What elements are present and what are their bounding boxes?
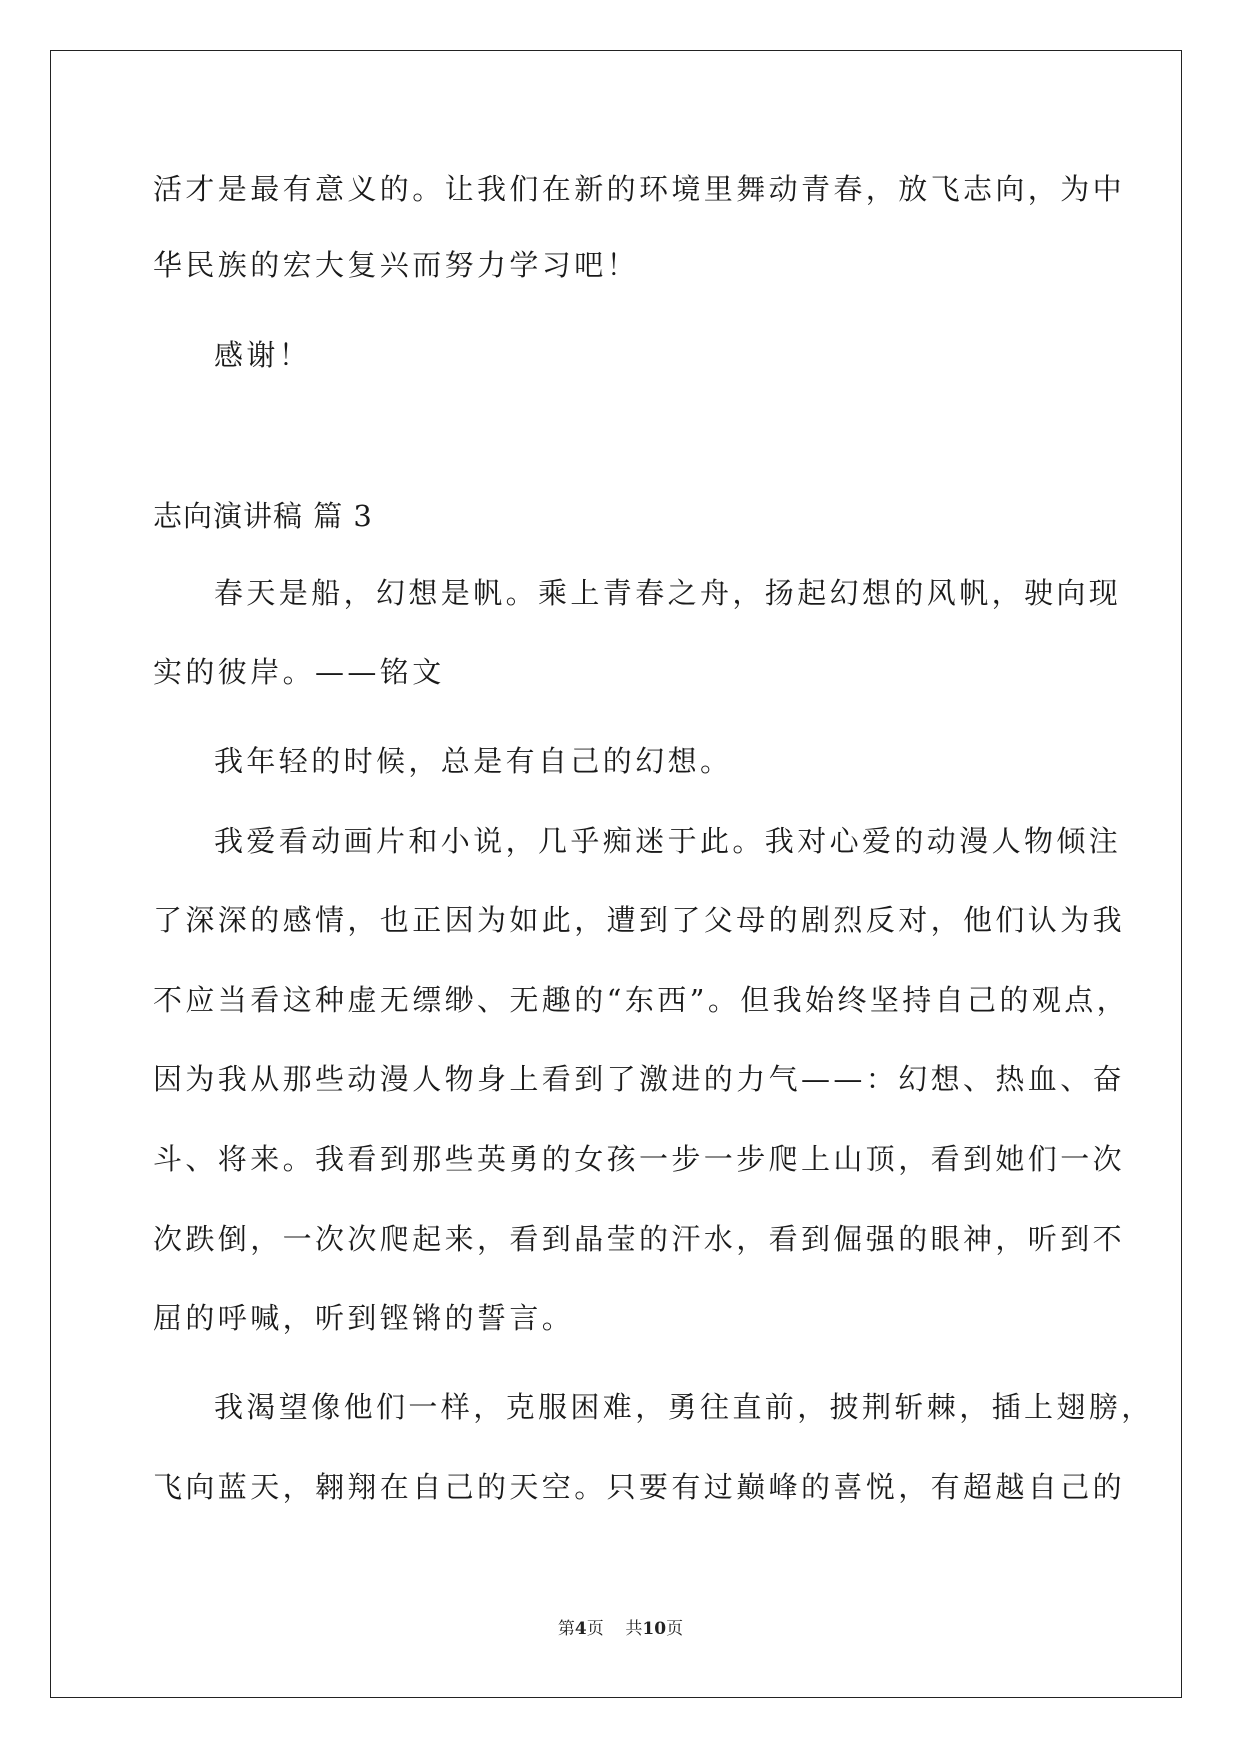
body-line: 华民族的宏大复兴而努力学习吧！ <box>153 248 640 282</box>
section-heading: 志向演讲稿 篇 3 <box>153 499 373 533</box>
page-footer <box>0 1617 1241 1641</box>
body-line: 因为我从那些动漫人物身上看到了激进的力气——：幻想、热血、奋 <box>153 1062 1126 1096</box>
page-prefix: 第 <box>557 1619 575 1639</box>
total-prefix: 共 <box>625 1619 643 1639</box>
body-line: 感谢！ <box>214 338 312 372</box>
page-unit: 页 <box>586 1619 604 1639</box>
page-current: 4 <box>574 1619 587 1639</box>
page-border <box>50 50 1182 1698</box>
body-line: 屈的呼喊，听到铿锵的誓言。 <box>153 1301 575 1335</box>
body-line: 春天是船，幻想是帆。乘上青春之舟，扬起幻想的风帆，驶向现 <box>214 576 1122 610</box>
body-line: 我渴望像他们一样，克服困难，勇往直前，披荆斩棘，插上翅膀， <box>214 1390 1154 1424</box>
body-line: 实的彼岸。——铭文 <box>153 655 445 689</box>
body-line: 飞向蓝天，翱翔在自己的天空。只要有过巅峰的喜悦，有超越自己的 <box>153 1470 1126 1504</box>
body-line: 不应当看这种虚无缥缈、无趣的“东西”。但我始终坚持自己的观点， <box>153 983 1130 1017</box>
body-line: 次跌倒，一次次爬起来，看到晶莹的汗水，看到倔强的眼神，听到不 <box>153 1222 1126 1256</box>
body-line: 活才是最有意义的。让我们在新的环境里舞动青春，放飞志向，为中 <box>153 172 1126 206</box>
page-total: 10 <box>642 1619 667 1639</box>
total-unit: 页 <box>666 1619 684 1639</box>
body-line: 我年轻的时候，总是有自己的幻想。 <box>214 744 733 778</box>
body-line: 了深深的感情，也正因为如此，遭到了父母的剧烈反对，他们认为我 <box>153 903 1126 937</box>
body-line: 我爱看动画片和小说，几乎痴迷于此。我对心爱的动漫人物倾注 <box>214 824 1122 858</box>
body-line: 斗、将来。我看到那些英勇的女孩一步一步爬上山顶，看到她们一次 <box>153 1142 1126 1176</box>
